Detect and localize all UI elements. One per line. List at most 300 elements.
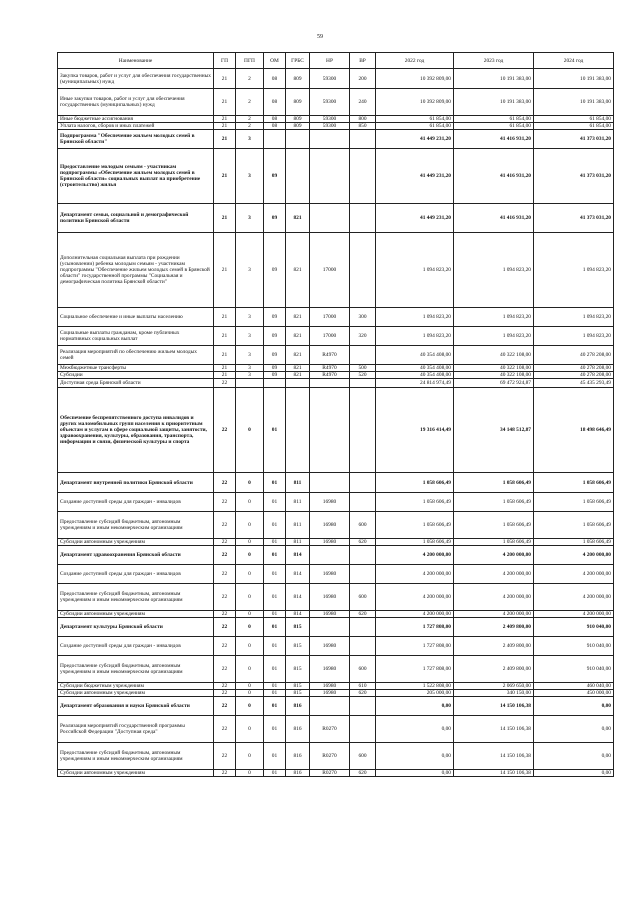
row-vr: 610 xyxy=(350,683,376,690)
row-gp: 22 xyxy=(214,618,236,637)
row-grbs: 821 xyxy=(286,308,310,327)
table-row xyxy=(58,130,614,149)
row-om: 09 xyxy=(264,308,286,327)
row-vr xyxy=(350,697,376,716)
row-name: Создание доступной среды для граждан - инвалидов xyxy=(58,493,214,512)
row-nr: 16980 xyxy=(310,512,350,539)
row-nr: 16980 xyxy=(310,539,350,546)
row-grbs: 821 xyxy=(286,233,310,308)
row-amount-2024: 4 200 000,00 xyxy=(534,611,614,618)
row-nr: 59300 xyxy=(310,69,350,89)
row-amount-2022: 1 727 808,00 xyxy=(376,656,454,683)
row-vr xyxy=(350,618,376,637)
header-pgp: ПГП xyxy=(236,53,264,69)
row-gp: 22 xyxy=(214,512,236,539)
row-amount-2023: 1 058 606,49 xyxy=(454,473,534,493)
row-amount-2022: 1 094 823,20 xyxy=(376,327,454,346)
row-name: Доступная среда Брянской области xyxy=(58,379,214,388)
row-gp: 22 xyxy=(214,770,236,777)
row-amount-2024: 910 040,00 xyxy=(534,656,614,683)
table-row xyxy=(58,473,614,493)
row-amount-2023: 1 058 606,49 xyxy=(454,493,534,512)
row-amount-2022: 1 094 823,20 xyxy=(376,308,454,327)
row-name: Субсидии автономным учреждениям xyxy=(58,539,214,546)
row-amount-2024: 41 373 031,20 xyxy=(534,204,614,233)
header-vr: ВР xyxy=(350,53,376,69)
row-om: 08 xyxy=(264,123,286,130)
row-amount-2022: 0,00 xyxy=(376,716,454,743)
row-amount-2022: 24 814 974,49 xyxy=(376,379,454,388)
row-om: 01 xyxy=(264,388,286,473)
row-nr: 16980 xyxy=(310,611,350,618)
row-amount-2024: 10 191 383,00 xyxy=(534,69,614,89)
row-pgp: 0 xyxy=(236,690,264,697)
row-pgp: 2 xyxy=(236,69,264,89)
row-amount-2024: 910 040,00 xyxy=(534,637,614,656)
row-gp: 22 xyxy=(214,611,236,618)
row-amount-2024: 1 094 823,20 xyxy=(534,233,614,308)
row-vr: 600 xyxy=(350,656,376,683)
row-om: 01 xyxy=(264,683,286,690)
row-amount-2023: 14 150 106,38 xyxy=(454,716,534,743)
row-gp: 21 xyxy=(214,372,236,379)
row-grbs: 815 xyxy=(286,618,310,637)
row-gp: 22 xyxy=(214,546,236,565)
row-gp: 21 xyxy=(214,149,236,204)
row-vr xyxy=(350,204,376,233)
row-name: Департамент семьи, социальной и демографической политики Брянской области xyxy=(58,204,214,233)
row-vr xyxy=(350,379,376,388)
row-om: 09 xyxy=(264,327,286,346)
row-name: Уплата налогов, сборов и иных платежей xyxy=(58,123,214,130)
row-amount-2023: 41 416 931,20 xyxy=(454,204,534,233)
row-gp: 21 xyxy=(214,346,236,365)
row-name: Департамент образования и науки Брянской области xyxy=(58,697,214,716)
row-vr xyxy=(350,149,376,204)
row-pgp: 0 xyxy=(236,637,264,656)
row-om: 09 xyxy=(264,149,286,204)
row-name: Подпрограмма "Обеспечение жильем молодых семей в Брянской области" xyxy=(58,130,214,149)
row-om: 01 xyxy=(264,656,286,683)
row-vr: 320 xyxy=(350,327,376,346)
row-pgp: 2 xyxy=(236,123,264,130)
row-amount-2023: 10 191 383,00 xyxy=(454,89,534,116)
row-name: Субсидии xyxy=(58,372,214,379)
row-amount-2024: 61 854,00 xyxy=(534,123,614,130)
row-amount-2023: 4 200 000,00 xyxy=(454,584,534,611)
row-pgp: 0 xyxy=(236,683,264,690)
row-amount-2023: 40 322 108,00 xyxy=(454,372,534,379)
row-vr: 200 xyxy=(350,69,376,89)
row-amount-2023: 69 472 924,87 xyxy=(454,379,534,388)
row-gp: 22 xyxy=(214,656,236,683)
row-grbs: 809 xyxy=(286,69,310,89)
row-amount-2023: 340 150,00 xyxy=(454,690,534,697)
row-nr: 17000 xyxy=(310,233,350,308)
table-row xyxy=(58,770,614,777)
row-vr xyxy=(350,473,376,493)
row-gp: 21 xyxy=(214,233,236,308)
row-name: Реализация мероприятий государственной программы Российской Федерации "Доступная среда" xyxy=(58,716,214,743)
row-amount-2022: 1 522 808,00 xyxy=(376,683,454,690)
row-amount-2023: 4 200 000,00 xyxy=(454,546,534,565)
row-gp: 22 xyxy=(214,493,236,512)
row-amount-2022: 1 058 606,49 xyxy=(376,493,454,512)
header-nr: НР xyxy=(310,53,350,69)
row-name: Иные закупки товаров, работ и услуг для обеспечения государственных (муниципальных) нужд xyxy=(58,89,214,116)
row-amount-2023: 61 854,00 xyxy=(454,116,534,123)
row-vr: 620 xyxy=(350,539,376,546)
row-pgp: 3 xyxy=(236,233,264,308)
table-row xyxy=(58,149,614,204)
row-amount-2023: 10 191 383,00 xyxy=(454,69,534,89)
row-om: 01 xyxy=(264,637,286,656)
table-row xyxy=(58,365,614,372)
row-om: 01 xyxy=(264,697,286,716)
row-name: Иные бюджетные ассигнования xyxy=(58,116,214,123)
row-amount-2022: 4 200 000,00 xyxy=(376,611,454,618)
row-amount-2023: 41 416 931,20 xyxy=(454,130,534,149)
row-name: Предоставление субсидий бюджетным, автономным учреждениям и иным некоммерческим организациям xyxy=(58,743,214,770)
row-name: Предоставление субсидий бюджетным, автономным учреждениям и иным некоммерческим организациям xyxy=(58,584,214,611)
row-vr xyxy=(350,233,376,308)
row-grbs: 821 xyxy=(286,365,310,372)
row-gp: 21 xyxy=(214,204,236,233)
row-om: 01 xyxy=(264,743,286,770)
row-nr xyxy=(310,379,350,388)
row-vr xyxy=(350,493,376,512)
row-name: Департамент культуры Брянской области xyxy=(58,618,214,637)
row-nr: 16980 xyxy=(310,683,350,690)
row-vr: 620 xyxy=(350,611,376,618)
row-pgp: 0 xyxy=(236,565,264,584)
row-pgp xyxy=(236,379,264,388)
row-gp: 21 xyxy=(214,130,236,149)
row-om: 01 xyxy=(264,584,286,611)
row-om: 01 xyxy=(264,473,286,493)
row-nr: 17000 xyxy=(310,308,350,327)
row-grbs: 816 xyxy=(286,697,310,716)
row-gp: 21 xyxy=(214,365,236,372)
row-om: 08 xyxy=(264,89,286,116)
row-name: Субсидии автономным учреждениям xyxy=(58,611,214,618)
row-grbs: 821 xyxy=(286,204,310,233)
row-nr: 16980 xyxy=(310,493,350,512)
row-nr: R0270 xyxy=(310,716,350,743)
row-vr: 850 xyxy=(350,123,376,130)
row-grbs: 815 xyxy=(286,690,310,697)
row-vr xyxy=(350,346,376,365)
table-row xyxy=(58,69,614,89)
header-2022: 2022 год xyxy=(376,53,454,69)
row-amount-2023: 1 058 606,49 xyxy=(454,539,534,546)
row-amount-2022: 1 058 606,49 xyxy=(376,539,454,546)
row-amount-2023: 40 322 108,00 xyxy=(454,365,534,372)
table-row xyxy=(58,372,614,379)
row-name: Субсидии бюджетным учреждениям xyxy=(58,683,214,690)
table-row xyxy=(58,539,614,546)
row-vr: 800 xyxy=(350,116,376,123)
row-amount-2024: 0,00 xyxy=(534,770,614,777)
row-pgp: 0 xyxy=(236,546,264,565)
row-pgp: 0 xyxy=(236,512,264,539)
row-amount-2024: 910 040,00 xyxy=(534,618,614,637)
row-grbs: 815 xyxy=(286,683,310,690)
row-gp: 21 xyxy=(214,327,236,346)
row-om: 09 xyxy=(264,204,286,233)
table-row xyxy=(58,379,614,388)
row-amount-2024: 1 058 606,49 xyxy=(534,512,614,539)
row-amount-2024: 45 435 293,49 xyxy=(534,379,614,388)
row-amount-2023: 14 150 106,38 xyxy=(454,697,534,716)
row-pgp: 0 xyxy=(236,388,264,473)
row-name: Социальные выплаты гражданам, кроме публичных нормативных социальных выплат xyxy=(58,327,214,346)
row-gp: 22 xyxy=(214,637,236,656)
row-om: 08 xyxy=(264,69,286,89)
row-name: Субсидии автономным учреждениям xyxy=(58,770,214,777)
row-name: Закупка товаров, работ и услуг для обеспечения государственных (муниципальных) нужд xyxy=(58,69,214,89)
row-amount-2024: 40 278 208,00 xyxy=(534,346,614,365)
row-amount-2023: 34 148 512,87 xyxy=(454,388,534,473)
row-pgp: 0 xyxy=(236,539,264,546)
table-row xyxy=(58,716,614,743)
row-amount-2024: 1 094 823,20 xyxy=(534,308,614,327)
row-gp: 21 xyxy=(214,308,236,327)
row-grbs xyxy=(286,379,310,388)
row-gp: 22 xyxy=(214,388,236,473)
row-amount-2024: 4 200 000,00 xyxy=(534,565,614,584)
row-amount-2024: 0,00 xyxy=(534,716,614,743)
row-pgp: 2 xyxy=(236,116,264,123)
table-row xyxy=(58,683,614,690)
row-name: Субсидии автономным учреждениям xyxy=(58,690,214,697)
row-amount-2024: 450 000,00 xyxy=(534,690,614,697)
row-amount-2022: 0,00 xyxy=(376,697,454,716)
table-row xyxy=(58,123,614,130)
row-grbs: 809 xyxy=(286,89,310,116)
row-vr: 500 xyxy=(350,365,376,372)
table-row xyxy=(58,308,614,327)
row-vr xyxy=(350,130,376,149)
row-amount-2024: 18 498 646,49 xyxy=(534,388,614,473)
row-amount-2024: 4 200 000,00 xyxy=(534,584,614,611)
table-row xyxy=(58,204,614,233)
row-gp: 22 xyxy=(214,539,236,546)
row-grbs xyxy=(286,130,310,149)
row-amount-2022: 19 316 414,49 xyxy=(376,388,454,473)
header-grbs: ГРБС xyxy=(286,53,310,69)
row-vr: 600 xyxy=(350,584,376,611)
row-amount-2022: 1 058 606,49 xyxy=(376,473,454,493)
row-grbs: 809 xyxy=(286,123,310,130)
row-amount-2024: 40 278 208,00 xyxy=(534,365,614,372)
row-vr xyxy=(350,637,376,656)
row-gp: 22 xyxy=(214,473,236,493)
row-pgp: 0 xyxy=(236,493,264,512)
row-nr: 16980 xyxy=(310,656,350,683)
row-amount-2023: 61 854,00 xyxy=(454,123,534,130)
table-row xyxy=(58,565,614,584)
row-name: Предоставление молодым семьям - участникам подпрограммы «Обеспечение жильем молодых семей в Брянской области» социальных выплат на приобретение (строительство) жилья xyxy=(58,149,214,204)
row-amount-2022: 0,00 xyxy=(376,743,454,770)
row-vr: 520 xyxy=(350,372,376,379)
table-header-row xyxy=(58,53,614,69)
row-pgp: 0 xyxy=(236,473,264,493)
row-grbs: 814 xyxy=(286,546,310,565)
row-amount-2023: 41 416 931,20 xyxy=(454,149,534,204)
row-amount-2023: 4 200 000,00 xyxy=(454,565,534,584)
row-amount-2024: 61 854,00 xyxy=(534,116,614,123)
row-om: 01 xyxy=(264,512,286,539)
row-amount-2022: 41 449 231,20 xyxy=(376,149,454,204)
row-grbs: 809 xyxy=(286,116,310,123)
row-nr: 59300 xyxy=(310,89,350,116)
row-grbs: 814 xyxy=(286,584,310,611)
row-grbs xyxy=(286,149,310,204)
row-om: 08 xyxy=(264,116,286,123)
row-amount-2023: 2 069 650,00 xyxy=(454,683,534,690)
row-amount-2023: 4 200 000,00 xyxy=(454,611,534,618)
row-gp: 22 xyxy=(214,697,236,716)
table-row xyxy=(58,346,614,365)
row-vr xyxy=(350,716,376,743)
row-nr xyxy=(310,546,350,565)
row-nr xyxy=(310,149,350,204)
row-amount-2022: 40 354 408,00 xyxy=(376,372,454,379)
row-grbs: 811 xyxy=(286,539,310,546)
row-nr: 16980 xyxy=(310,584,350,611)
table-row xyxy=(58,743,614,770)
row-amount-2024: 41 373 031,20 xyxy=(534,130,614,149)
row-gp: 22 xyxy=(214,379,236,388)
row-om: 01 xyxy=(264,546,286,565)
row-amount-2023: 1 094 823,20 xyxy=(454,308,534,327)
row-amount-2023: 1 094 823,20 xyxy=(454,233,534,308)
row-nr: 59300 xyxy=(310,116,350,123)
row-om: 09 xyxy=(264,365,286,372)
row-nr: R0270 xyxy=(310,770,350,777)
row-pgp: 0 xyxy=(236,716,264,743)
row-om: 09 xyxy=(264,346,286,365)
row-pgp: 3 xyxy=(236,130,264,149)
row-pgp: 3 xyxy=(236,365,264,372)
row-vr: 300 xyxy=(350,308,376,327)
row-amount-2024: 41 373 031,20 xyxy=(534,149,614,204)
row-gp: 21 xyxy=(214,89,236,116)
row-grbs: 811 xyxy=(286,493,310,512)
table-row xyxy=(58,327,614,346)
row-om: 09 xyxy=(264,233,286,308)
row-pgp: 0 xyxy=(236,697,264,716)
row-amount-2024: 1 058 606,49 xyxy=(534,539,614,546)
row-gp: 22 xyxy=(214,565,236,584)
row-amount-2022: 41 449 231,20 xyxy=(376,130,454,149)
header-gp: ГП xyxy=(214,53,236,69)
row-pgp: 3 xyxy=(236,327,264,346)
row-amount-2023: 14 150 106,38 xyxy=(454,743,534,770)
row-grbs: 814 xyxy=(286,565,310,584)
row-nr: 16980 xyxy=(310,565,350,584)
row-gp: 22 xyxy=(214,743,236,770)
table-row xyxy=(58,388,614,473)
row-amount-2022: 10 392 809,00 xyxy=(376,89,454,116)
row-pgp: 2 xyxy=(236,89,264,116)
row-om: 01 xyxy=(264,539,286,546)
table-row xyxy=(58,690,614,697)
table-row xyxy=(58,493,614,512)
row-pgp: 0 xyxy=(236,770,264,777)
row-amount-2022: 40 354 408,00 xyxy=(376,346,454,365)
row-nr: R4970 xyxy=(310,372,350,379)
row-grbs: 815 xyxy=(286,656,310,683)
row-nr: 16980 xyxy=(310,690,350,697)
row-amount-2024: 0,00 xyxy=(534,697,614,716)
table-row xyxy=(58,116,614,123)
row-name: Предоставление субсидий бюджетным, автономным учреждениям и иным некоммерческим организациям xyxy=(58,512,214,539)
table-row xyxy=(58,89,614,116)
row-grbs: 815 xyxy=(286,637,310,656)
row-gp: 22 xyxy=(214,716,236,743)
row-name: Обеспечение беспрепятственного доступа инвалидов и других маломобильных групп населения к приоритетным объектам и услугам в сфере социальной защиты, занятости, здравоохранения, культуры, образования, транспорта, информации и связи, физической культуры и спорта xyxy=(58,388,214,473)
row-pgp: 0 xyxy=(236,743,264,770)
row-nr: R0270 xyxy=(310,743,350,770)
row-amount-2022: 61 854,00 xyxy=(376,116,454,123)
row-amount-2022: 10 392 809,00 xyxy=(376,69,454,89)
table-row xyxy=(58,611,614,618)
header-2023: 2023 год xyxy=(454,53,534,69)
table-row xyxy=(58,546,614,565)
row-om: 01 xyxy=(264,716,286,743)
row-amount-2022: 4 200 000,00 xyxy=(376,565,454,584)
row-amount-2022: 1 058 606,49 xyxy=(376,512,454,539)
row-gp: 22 xyxy=(214,584,236,611)
row-vr: 600 xyxy=(350,512,376,539)
row-amount-2024: 10 191 383,00 xyxy=(534,89,614,116)
row-amount-2022: 4 200 000,00 xyxy=(376,546,454,565)
row-om: 01 xyxy=(264,565,286,584)
row-vr: 620 xyxy=(350,690,376,697)
row-om xyxy=(264,130,286,149)
row-pgp: 0 xyxy=(236,656,264,683)
row-om: 01 xyxy=(264,611,286,618)
row-gp: 21 xyxy=(214,69,236,89)
row-amount-2022: 40 354 408,00 xyxy=(376,365,454,372)
row-grbs: 814 xyxy=(286,611,310,618)
row-pgp: 3 xyxy=(236,372,264,379)
table-row xyxy=(58,584,614,611)
row-amount-2023: 2 409 800,00 xyxy=(454,656,534,683)
row-amount-2024: 40 278 208,00 xyxy=(534,372,614,379)
row-amount-2024: 0,00 xyxy=(534,743,614,770)
row-vr xyxy=(350,388,376,473)
row-pgp: 3 xyxy=(236,308,264,327)
table-row xyxy=(58,512,614,539)
row-pgp: 3 xyxy=(236,204,264,233)
row-grbs: 821 xyxy=(286,372,310,379)
row-nr xyxy=(310,697,350,716)
row-amount-2022: 61 854,00 xyxy=(376,123,454,130)
table-row xyxy=(58,618,614,637)
row-name: Создание доступной среды для граждан - инвалидов xyxy=(58,565,214,584)
row-pgp: 0 xyxy=(236,618,264,637)
row-amount-2024: 1 058 606,49 xyxy=(534,493,614,512)
row-om: 01 xyxy=(264,690,286,697)
row-amount-2024: 1 094 823,20 xyxy=(534,327,614,346)
row-pgp: 3 xyxy=(236,149,264,204)
row-amount-2023: 2 409 800,00 xyxy=(454,637,534,656)
row-pgp: 0 xyxy=(236,611,264,618)
row-vr xyxy=(350,546,376,565)
